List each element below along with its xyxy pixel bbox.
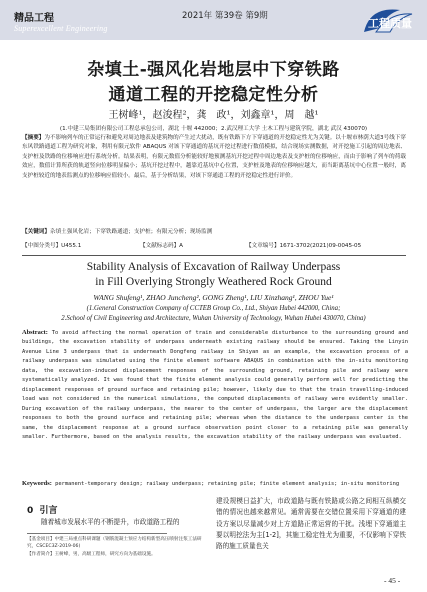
affiliation-en-1: (1.General Construction Company of CCTEB Group Co., Ltd., Shiyan Hubei 442000, China; <box>86 305 341 312</box>
keywords-cn-label: 【关键词】 <box>22 229 50 235</box>
footnote-fund: 【基金项目】中建三局重点科研课题（钢筋混凝土预应力结构新型高压喷射注浆工法研究，CSCEC3Z-2019-06) <box>27 537 202 550</box>
journal-name: 精品工程 <box>14 13 54 24</box>
section-title: 引言 <box>39 506 58 516</box>
authors-cn: 王树峰¹，赵浚程²，龚 政¹，刘鑫章¹，周 越¹ <box>108 110 319 121</box>
title-cn-line-2: 通道工程的开挖稳定性分析 <box>108 85 319 105</box>
intro-text-right: 建设规模日益扩大，市政道路与既有铁路或公路之间相互纵横交错的情况也越来越常见。通常需要在交错位置采用下穿通道的建设方案以尽量减少对上方道路正常运营的干扰。浅埋下穿通道主要以明挖法为主[1-2]，其施工稳定性尤为重要，不仅影响下穿铁路的施工质量也关 <box>216 497 406 551</box>
journal-subtitle: Superexcellent Engineering <box>14 24 108 33</box>
footnote <box>27 536 205 558</box>
article-meta-row <box>22 241 406 251</box>
affiliation-en-2: 2.School of Civil Engineering and Architecture, Wuhan University of Technology, Wuhan Hubei 430070, China) <box>61 315 366 322</box>
keywords-en-text: permanent-temporary design; railway underpass; retaining pile; finite element analysis; in-situ monitoring <box>55 481 400 487</box>
title-en-line-1: Stability Analysis of Excavation of Railway Underpass <box>86 261 341 273</box>
abstract-en <box>22 328 408 442</box>
clc-number: 【中图分类号】U455.1 <box>22 243 82 249</box>
abstract-cn <box>22 134 406 181</box>
abstract-en-text: To avoid affecting the normal operation of train and considerable disturbance to the surrounding ground and buildings, the excavation stability of underpass underneath existing railway should be ensured. Taking the Linyin Avenue Line 3 underpass that is underneath Dongfeng railway in Shiyan as an example, the excavation process of a railway underpass was simulated using the finite element software ABAQUS in combination with the in-situ monitoring data, the excavation-induced displacement responses of the surrounding ground, retaining pile and railway were systematically analyzed. It was found that the finite element analysis could generally perform well for predicting the displacement responses of ground surface and retaining pile; however, likely due to that the train travelling-induced load was not considered in the numerical simulations, the computed displacements of railway were evidently smaller. During excavation of the railway underpass, the nearer to the center of underpass, the larger are the displacement responses to both the ground surface and retaining pile; whereas when the distance to the underpass center is the same, the displacement response at a ground surface observation point closer to a retaining pile was generally smaller. Furthermore, based on the analysis results, the excavation stability of the railway underpass was evaluated. <box>22 330 408 440</box>
title-cn-line-1: 杂填土-强风化岩地层中下穿铁路 <box>87 60 340 80</box>
abstract-en-label: Abstract: <box>22 329 48 336</box>
keywords-cn <box>22 228 406 237</box>
keywords-en-label: Keywords: <box>22 480 52 487</box>
footnote-rule <box>27 533 167 534</box>
issue-info: 2021年 第39卷 第9期 <box>182 11 268 21</box>
doc-code: 【文献标志码】A <box>140 243 183 249</box>
title-en-line-2: in Fill Overlying Strongly Weathered Rock Ground <box>95 276 332 288</box>
journal-logo <box>360 2 416 38</box>
section-heading <box>27 503 58 516</box>
authors-en: WANG Shufeng¹, ZHAO Juncheng², GONG Zheng¹, LIU Xinzhang¹, ZHOU Yue¹ <box>93 293 334 302</box>
keywords-en <box>22 479 408 489</box>
page-number: - 45 - <box>384 576 401 585</box>
abstract-cn-text: 为不影响列车的正常运行和避免对周边地表及建筑物的产生过大扰动，既有铁路下方下穿通道的开挖稳定性尤为关键。以十堰市林荫大道3号线下穿东风铁路通道工程为研究对象，利用有限元软件 ABAQUS 对该下穿通道的基坑开挖过程进行数值模拟，结合现场实测数据，对开挖施工引起的周边地表、支护桩及铁路的位移响应进行系统分析。结果表明，有限元数值分析能较好地预测基坑开挖过程中周边地表及支护桩的位移响应，而由于影响了列车的荷载效应，数值计算所获的轨道竖向位移明显偏小；基坑开挖过程中，越靠近基坑中心位置，支护桩及地表的位移响应越大，而当距离基坑中心位置一般时，离支护桩较近的地表监测点的位移响应值较小。最后，基于分析结果，对该下穿通道工程的开挖稳定性进行评价。 <box>22 135 406 179</box>
section-divider <box>22 255 406 256</box>
affiliation-cn: (1.中建三局集团有限公司工程总承包公司，湖北 十堰 442000；2.武汉理工大学 土木工程与建筑学院，湖北 武汉 430070) <box>59 126 368 132</box>
section-number: 0 <box>27 506 34 516</box>
article-number: 【文章编号】1671-3702(2021)09-0045-05 <box>246 243 362 249</box>
intro-text-left: 随着城市发展水平的不断提升，市政道路工程的 <box>41 518 180 526</box>
abstract-cn-label: 【摘要】 <box>22 135 45 141</box>
keywords-cn-text: 杂填土强风化岩；下穿铁路通道；支护桩；有限元分析；现场监测 <box>49 229 213 235</box>
footnote-bio: 【作者简介】王树峰，男，高级工程师，研究方向为基础设施。 <box>27 551 156 557</box>
logo-text: 工程质量 <box>368 17 412 30</box>
